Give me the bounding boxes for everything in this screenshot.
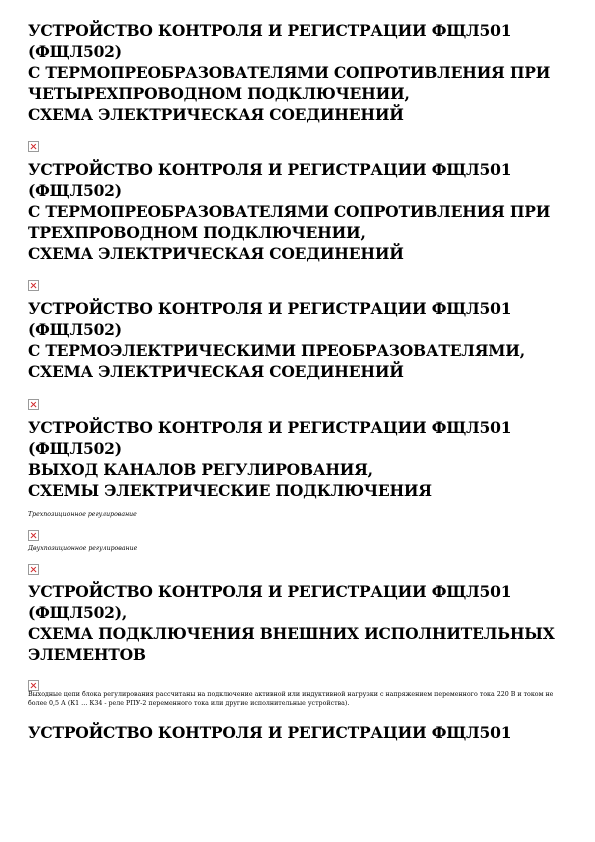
section-heading-1	[28, 20, 568, 125]
caption-three-position: Трехпозиционное регулирование	[28, 511, 137, 518]
heading-line: С ТЕРМОПРЕОБРАЗОВАТЕЛЯМИ СОПРОТИВЛЕНИЯ ПРИ	[28, 63, 551, 82]
diagram-image-2	[28, 276, 568, 287]
output-circuit-note: Выходные цепи блока регулирования рассчитаны на подключение активной или индуктивной нагрузки с напряжением переменного тока 220 В и током не более 0,5 А (К1 … К34 - реле РПУ-2 переменного тока или другие исполнительные устройства).	[28, 691, 554, 707]
caption-two-position: Двухпозиционное регулирование	[28, 545, 138, 552]
broken-image-icon	[28, 530, 39, 541]
section-heading-3	[28, 298, 568, 382]
diagram-image-1	[28, 137, 568, 148]
heading-line: УСТРОЙСТВО КОНТРОЛЯ И РЕГИСТРАЦИИ ФЩЛ501	[28, 299, 512, 318]
heading-line: (ФЩЛ502)	[28, 439, 122, 458]
heading-line: С ТЕРМОЭЛЕКТРИЧЕСКИМИ ПРЕОБРАЗОВАТЕЛЯМИ,	[28, 341, 525, 360]
heading-line: СХЕМЫ ЭЛЕКТРИЧЕСКИЕ ПОДКЛЮЧЕНИЯ	[28, 481, 432, 500]
heading-line: (ФЩЛ502)	[28, 320, 122, 339]
heading-line: (ФЩЛ502),	[28, 603, 128, 622]
section-heading-2	[28, 159, 568, 264]
heading-line: ВЫХОД КАНАЛОВ РЕГУЛИРОВАНИЯ,	[28, 460, 373, 479]
heading-line: ТРЕХПРОВОДНОМ ПОДКЛЮЧЕНИИ,	[28, 223, 366, 242]
broken-image-icon	[28, 680, 39, 691]
broken-image-icon	[28, 141, 39, 152]
heading-line: ЧЕТЫРЕХПРОВОДНОМ ПОДКЛЮЧЕНИИ,	[28, 84, 410, 103]
broken-image-icon	[28, 564, 39, 575]
heading-line: УСТРОЙСТВО КОНТРОЛЯ И РЕГИСТРАЦИИ ФЩЛ501	[28, 723, 512, 742]
heading-line: (ФЩЛ502)	[28, 42, 122, 61]
heading-line: СХЕМА ЭЛЕКТРИЧЕСКАЯ СОЕДИНЕНИЙ	[28, 362, 404, 381]
heading-line: УСТРОЙСТВО КОНТРОЛЯ И РЕГИСТРАЦИИ ФЩЛ501	[28, 160, 512, 179]
heading-line: СХЕМА ЭЛЕКТРИЧЕСКАЯ СОЕДИНЕНИЙ	[28, 105, 404, 124]
heading-line: СХЕМА ПОДКЛЮЧЕНИЯ ВНЕШНИХ ИСПОЛНИТЕЛЬНЫХ	[28, 624, 555, 643]
diagram-image-5	[28, 560, 568, 571]
section-heading-6	[28, 722, 568, 743]
heading-line: ЭЛЕМЕНТОВ	[28, 645, 146, 664]
heading-line: СХЕМА ЭЛЕКТРИЧЕСКАЯ СОЕДИНЕНИЙ	[28, 244, 404, 263]
heading-line: С ТЕРМОПРЕОБРАЗОВАТЕЛЯМИ СОПРОТИВЛЕНИЯ ПРИ	[28, 202, 551, 221]
broken-image-icon	[28, 280, 39, 291]
heading-line: (ФЩЛ502)	[28, 181, 122, 200]
diagram-image-6	[28, 676, 568, 687]
heading-line: УСТРОЙСТВО КОНТРОЛЯ И РЕГИСТРАЦИИ ФЩЛ501	[28, 418, 512, 437]
diagram-image-3	[28, 395, 568, 406]
broken-image-icon	[28, 399, 39, 410]
document-page	[28, 20, 568, 743]
section-heading-4	[28, 417, 568, 501]
heading-line: УСТРОЙСТВО КОНТРОЛЯ И РЕГИСТРАЦИИ ФЩЛ501	[28, 21, 512, 40]
diagram-image-4	[28, 526, 568, 537]
section-heading-5	[28, 581, 568, 665]
heading-line: УСТРОЙСТВО КОНТРОЛЯ И РЕГИСТРАЦИИ ФЩЛ501	[28, 582, 512, 601]
